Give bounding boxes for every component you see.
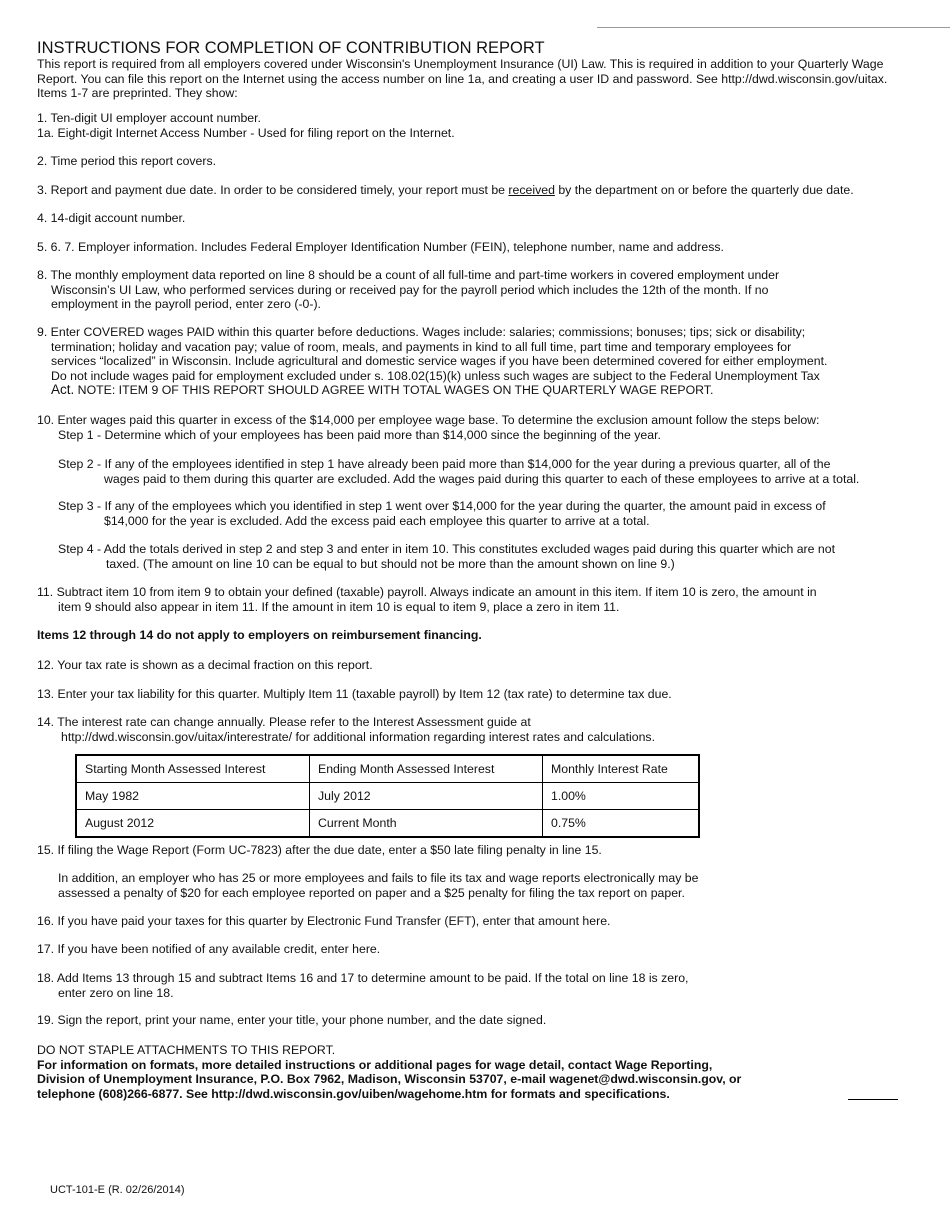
table-row [76,810,699,838]
item-12: 12. Your tax rate is shown as a decimal fraction on this report. [37,658,373,672]
item-16: 16. If you have paid your taxes for this quarter by Electronic Fund Transfer (EFT), enter that amount here. [37,914,611,928]
item-18: 18. Add Items 13 through 15 and subtract Items 16 and 17 to determine amount to be paid. If the total on line 18 is zero, enter zero on line 18. [37,971,689,1000]
table-cell: July 2012 [310,783,543,810]
form-code: UCT-101-E (R. 02/26/2014) [50,1184,185,1196]
table-header: Starting Month Assessed Interest [76,755,310,783]
short-rule [848,1099,898,1100]
item-15-penalty: In addition, an employer who has 25 or more employees and fails to file its tax and wage reports electronically may be assessed a penalty of $20 for each employee reported on paper and a $25 penalty for filing the tax report on paper. [58,871,699,900]
item-11: 11. Subtract item 10 from item 9 to obtain your defined (taxable) payroll. Always indicate an amount in this item. If item 10 is zero, the amount in item 9 should also appear in item 11. If the amount in item 10 is equal to item 9, place a zero in item 11. [37,585,817,614]
step-4: Step 4 - Add the totals derived in step 2 and step 3 and enter in item 10. This constitutes excluded wages paid during this quarter which are not taxed. (The amount on line 10 can be equal to but should not be more than the amount shown on line 9.) [58,542,835,571]
table-cell: August 2012 [76,810,310,838]
item-3: 3. Report and payment due date. In order to be considered timely, your report must be received by the department on or before the quarterly due date. [37,183,854,197]
item-13: 13. Enter your tax liability for this quarter. Multiply Item 11 (taxable payroll) by Item 12 (tax rate) to determine tax due. [37,687,672,701]
table-cell: May 1982 [76,783,310,810]
item-17: 17. If you have been notified of any available credit, enter here. [37,942,381,956]
table-header-row [76,755,699,783]
table-header: Ending Month Assessed Interest [310,755,543,783]
page-title: INSTRUCTIONS FOR COMPLETION OF CONTRIBUTION REPORT [37,39,545,57]
item-9: 9. Enter COVERED wages PAID within this quarter before deductions. Wages include: salaries; commissions; bonuses; tips; sick or disability; termination; holiday and vacation pay; value of room, meals, and payments in kind to all full time, part time and temporary employees for services “localized” in Wisconsin. Include agricultural and domestic service wages if you have been determined covered for either employment. Do not include wages paid for employment excluded under s. 108.02(15)(k) unless such wages are subject to the Federal Unemployment Tax Act. NOTE: ITEM 9 OF THIS REPORT SHOULD AGREE WITH TOTAL WAGES ON THE QUARTERLY WAGE REPORT. [37,325,828,397]
item-8: 8. The monthly employment data reported on line 8 should be a count of all full-time and part-time workers in covered employment under Wisconsin’s UI Law, who performed services during or received pay for the payroll period which includes the 12th of the month. If no employment in the payroll period, enter zero (-0-). [37,268,780,311]
table-header: Monthly Interest Rate [543,755,700,783]
item-15: 15. If filing the Wage Report (Form UC-7823) after the due date, enter a $50 late filing penalty in line 15. [37,843,602,857]
item-2: 2. Time period this report covers. [37,154,217,168]
item-19: 19. Sign the report, print your name, enter your title, your phone number, and the date signed. [37,1013,547,1027]
table-row [76,783,699,810]
items-12-14-note: Items 12 through 14 do not apply to employers on reimbursement financing. [37,628,482,642]
table-cell: Current Month [310,810,543,838]
intro-paragraph: This report is required from all employers covered under Wisconsin's Unemployment Insurance (UI) Law. This is required in addition to your Quarterly Wage Report. You can file this report on the Internet using the access number on line 1a, and creating a user ID and password. See http://dwd.wisconsin.gov/uitax. Items 1-7 are preprinted. They show: [37,57,888,100]
step-2: Step 2 - If any of the employees identified in step 1 have already been paid more than $14,000 for the year during a previous quarter, all of the wages paid to them during this quarter are excluded. Add the wages paid during this quarter to each of these employees to arrive at a total. [58,457,860,486]
footer-notice: DO NOT STAPLE ATTACHMENTS TO THIS REPORT. For information on formats, more detailed instructions or additional pages for wage detail, contact Wage Reporting, Division of Unemployment Insurance, P.O. Box 7962, Madison, Wisconsin 53707, e-mail wagenet@dwd.wisconsin.gov, or telephone (608)266-6877. See http://dwd.wisconsin.gov/uiben/wagehome.htm for formats and specifications. [37,1043,917,1101]
step-1: Step 1 - Determine which of your employees has been paid more than $14,000 since the beginning of the year. [58,428,661,442]
item-4: 4. 14-digit account number. [37,211,186,225]
table-cell: 1.00% [543,783,700,810]
step-3: Step 3 - If any of the employees which you identified in step 1 went over $14,000 for the year during the quarter, the amount paid in excess of $14,000 for the year is excluded. Add the excess paid each employee this quarter to arrive at a total. [58,499,826,528]
no-staple-notice: DO NOT STAPLE ATTACHMENTS TO THIS REPORT. [37,1043,336,1057]
interest-rate-table [75,754,700,838]
item-14: 14. The interest rate can change annually. Please refer to the Interest Assessment guide at http://dwd.wisconsin.gov/uitax/interestrate/ for additional information regarding interest rates and calculations. [37,715,655,744]
received-underlined: received [508,183,555,197]
item-5-6-7: 5. 6. 7. Employer information. Includes Federal Employer Identification Number (FEIN), telephone number, name and address. [37,240,724,254]
table-cell: 0.75% [543,810,700,838]
item-10: 10. Enter wages paid this quarter in excess of the $14,000 per employee wage base. To determine the exclusion amount follow the steps below: [37,413,820,427]
top-rule [597,27,950,28]
item-1: 1. Ten-digit UI employer account number. 1a. Eight-digit Internet Access Number - Used for filing report on the Internet. [37,111,455,140]
